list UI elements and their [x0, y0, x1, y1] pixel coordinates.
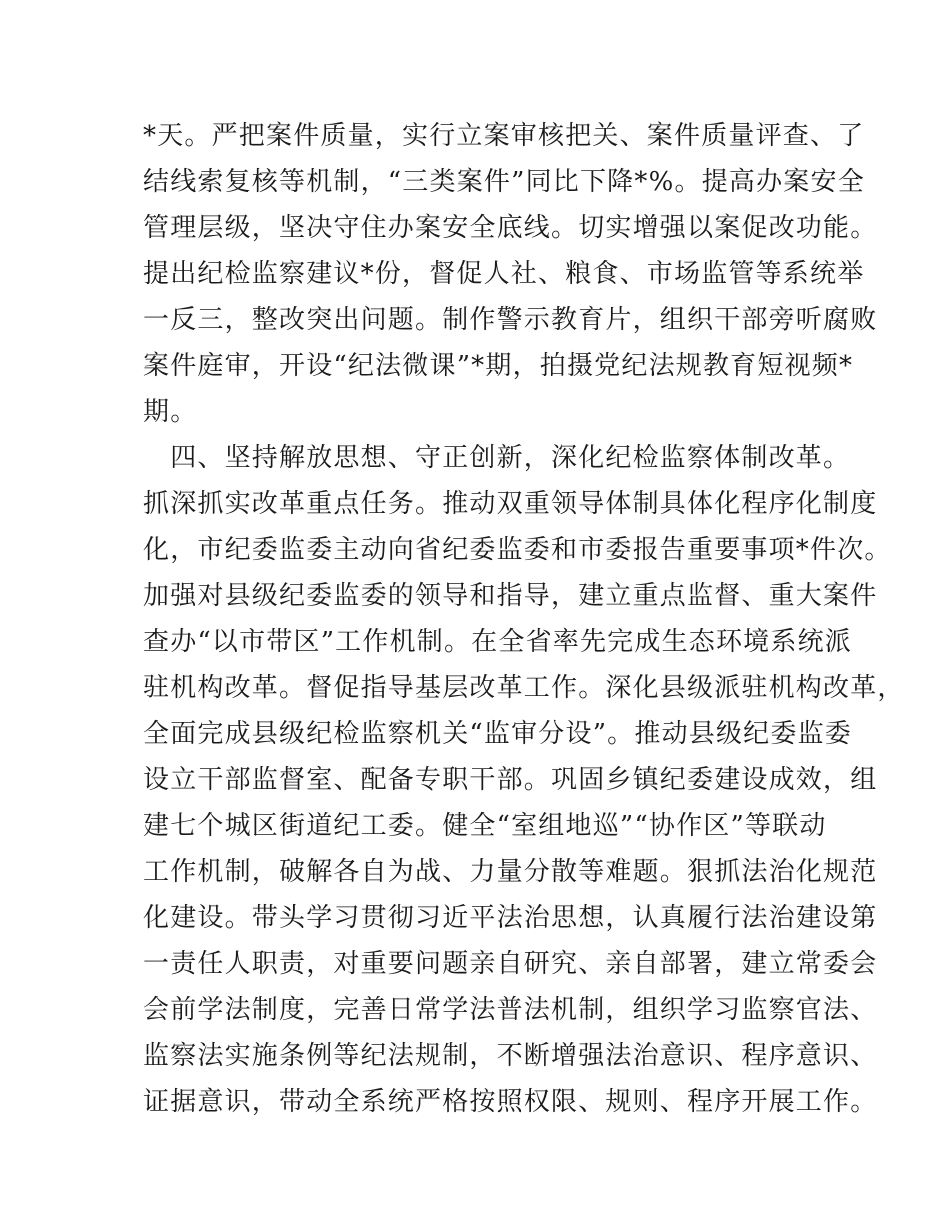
text-line: 建七个城区街道纪工委。健全“室组地巡”“协作区”等联动 [143, 811, 827, 841]
text-line: 设立干部监督室、配备专职干部。巩固乡镇纪委建设成效，组 [143, 765, 878, 795]
text-line: *天。严把案件质量，实行立案审核把关、案件质量评查、了 [143, 121, 865, 151]
text-line: 查办“以市带区”工作机制。在全省率先完成生态环境系统派 [143, 627, 852, 657]
text-line: 驻机构改革。督促指导基层改革工作。深化县级派驻机构改革， [143, 673, 905, 703]
text-line: 化建设。带头学习贯彻习近平法治思想，认真履行法治建设第 [143, 903, 878, 933]
text-line: 工作机制，破解各自为战、力量分散等难题。狠抓法治化规范 [143, 857, 878, 887]
text-line: 加强对县级纪委监委的领导和指导，建立重点监督、重大案件 [143, 581, 878, 611]
text-line: 证据意识，带动全系统严格按照权限、规则、程序开展工作。 [143, 1087, 878, 1117]
text-line: 抓深抓实改革重点任务。推动双重领导体制具体化程序化制度 [143, 489, 878, 519]
section-heading-line: 四、坚持解放思想、守正创新，深化纪检监察体制改革。 [143, 443, 851, 473]
text-line: 一责任人职责，对重要问题亲自研究、亲自部署，建立常委会 [143, 949, 878, 979]
text-line: 案件庭审，开设“纪法微课”*期，拍摄党纪法规教育短视频* [143, 351, 854, 381]
text-line: 一反三，整改突出问题。制作警示教育片，组织干部旁听腐败 [143, 305, 878, 335]
text-line: 结线索复核等机制，“三类案件”同比下降*%。提高办案安全 [143, 167, 865, 197]
text-line: 期。 [143, 397, 198, 427]
text-line: 管理层级，坚决守住办案安全底线。切实增强以案促改功能。 [143, 213, 878, 243]
text-line: 会前学法制度，完善日常学法普法机制，组织学习监察官法、 [143, 995, 878, 1025]
text-line: 化，市纪委监委主动向省纪委监委和市委报告重要事项*件次。 [143, 535, 892, 565]
text-line: 全面完成县级纪检监察机关“监审分设”。推动县级纪委监委 [143, 719, 852, 749]
text-line: 监察法实施条例等纪法规制，不断增强法治意识、程序意识、 [143, 1041, 878, 1071]
text-line: 提出纪检监察建议*份，督促人社、粮食、市场监管等系统举 [143, 259, 865, 289]
